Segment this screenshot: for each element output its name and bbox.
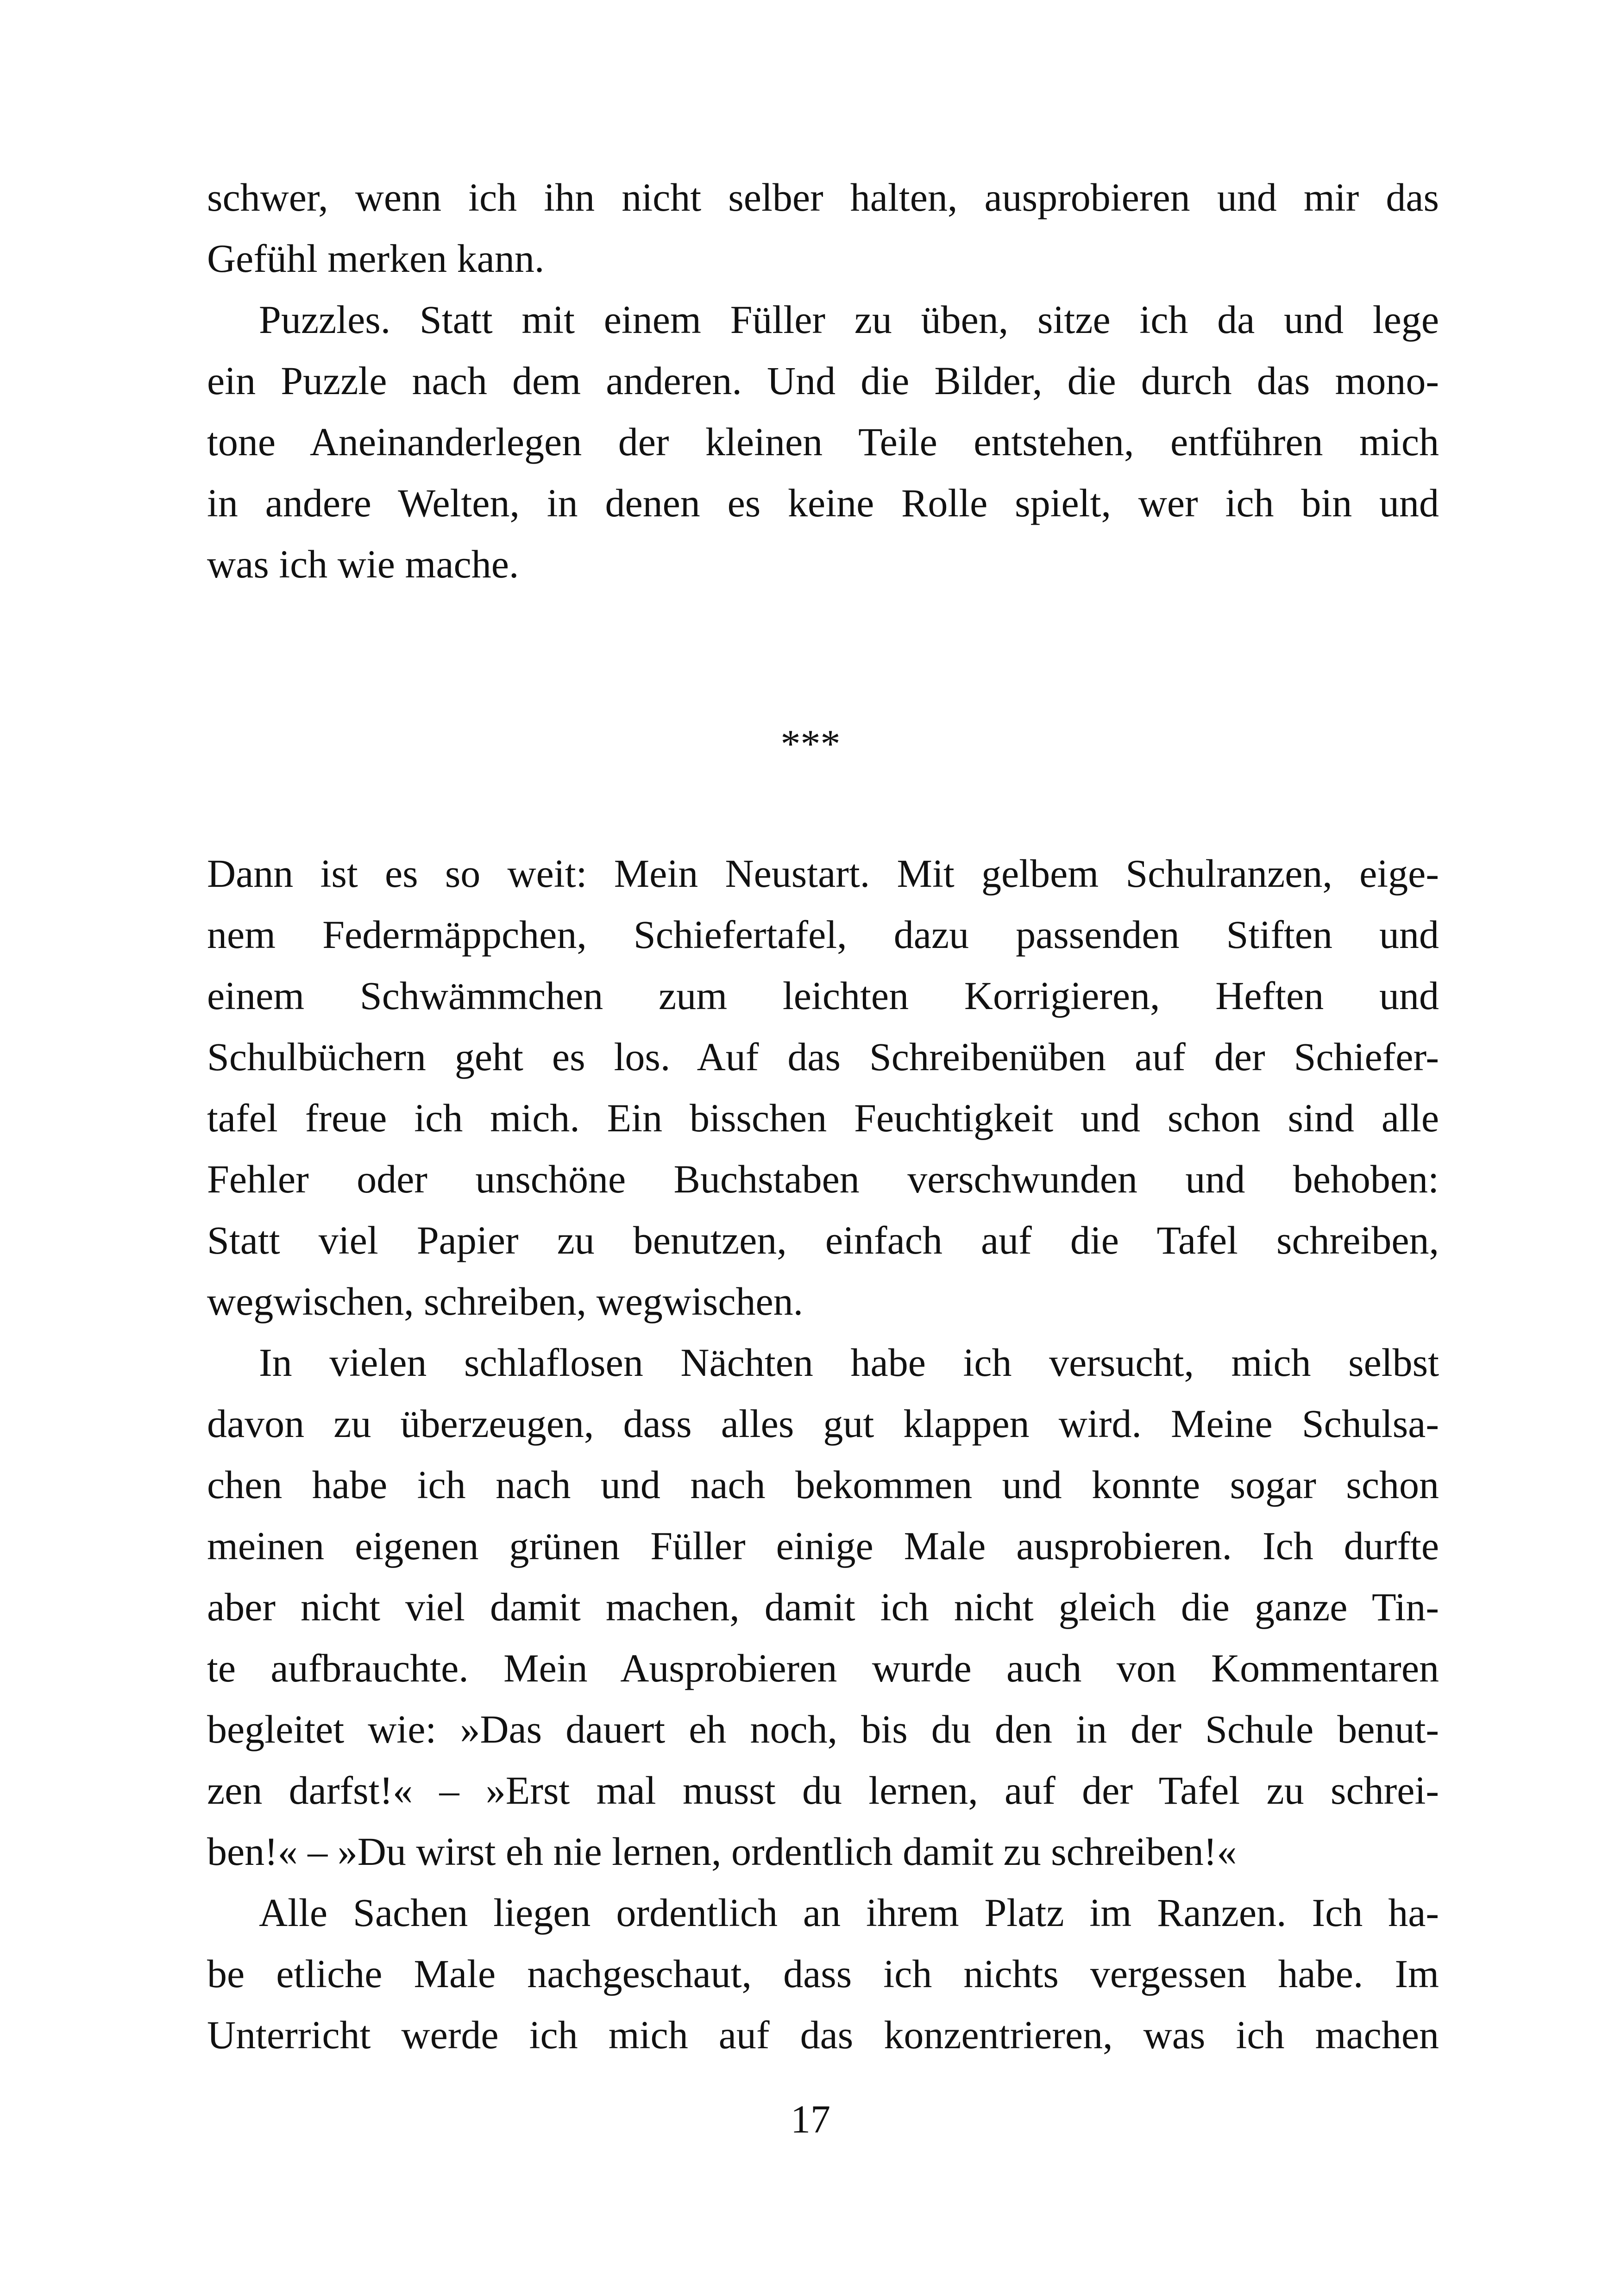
text-line: te aufbrauchte. Mein Ausprobieren wurde auch von Kommentaren (207, 1646, 1439, 1690)
text-line: zen darfst!« – »Erst mal musst du lernen, auf der Tafel zu schrei- (207, 1768, 1439, 1813)
section-separator: *** (780, 721, 841, 766)
text-line: was ich wie mache. (207, 542, 519, 586)
text-line: davon zu überzeugen, dass alles gut klappen wird. Meine Schulsa- (207, 1401, 1439, 1446)
text-line: Dann ist es so weit: Mein Neustart. Mit gelbem Schulranzen, eige- (207, 851, 1439, 896)
page-number: 17 (791, 2097, 830, 2141)
text-line: be etliche Male nachgeschaut, dass ich nichts vergessen habe. Im (207, 1951, 1439, 1996)
text-line: Unterricht werde ich mich auf das konzentrieren, was ich machen (207, 2013, 1439, 2057)
text-section-bottom (207, 843, 1439, 2065)
text-line: aber nicht viel damit machen, damit ich nicht gleich die ganze Tin- (207, 1585, 1439, 1629)
text-line: Statt viel Papier zu benutzen, einfach auf die Tafel schreiben, (207, 1218, 1439, 1262)
text-line: In vielen schlaflosen Nächten habe ich versucht, mich selbst (259, 1340, 1439, 1385)
text-line: meinen eigenen grünen Füller einige Male ausprobieren. Ich durfte (207, 1524, 1439, 1568)
text-line: Gefühl merken kann. (207, 236, 545, 281)
text-line: ben!« – »Du wirst eh nie lernen, ordentlich damit zu schreiben!« (207, 1829, 1237, 1874)
text-line: einem Schwämmchen zum leichten Korrigieren, Heften und (207, 973, 1439, 1018)
text-line: chen habe ich nach und nach bekommen und konnte sogar schon (207, 1462, 1439, 1507)
text-line: Schulbüchern geht es los. Auf das Schreibenüben auf der Schiefer- (207, 1035, 1439, 1079)
text-line: tone Aneinanderlegen der kleinen Teile entstehen, entführen mich (207, 420, 1439, 464)
text-line: Fehler oder unschöne Buchstaben verschwunden und behoben: (207, 1157, 1439, 1201)
text-section-top (207, 167, 1439, 595)
text-line: in andere Welten, in denen es keine Rolle spielt, wer ich bin und (207, 481, 1439, 525)
text-line: begleitet wie: »Das dauert eh noch, bis du den in der Schule benut- (207, 1707, 1439, 1751)
text-line: tafel freue ich mich. Ein bisschen Feuchtigkeit und schon sind alle (207, 1096, 1439, 1140)
text-line: nem Federmäppchen, Schiefertafel, dazu passenden Stiften und (207, 912, 1439, 957)
text-line: ein Puzzle nach dem anderen. Und die Bilder, die durch das mono- (207, 358, 1439, 403)
text-line: Alle Sachen liegen ordentlich an ihrem Platz im Ranzen. Ich ha- (259, 1890, 1439, 1935)
text-line: Puzzles. Statt mit einem Füller zu üben, sitze ich da und lege (259, 297, 1439, 342)
text-line: wegwischen, schreiben, wegwischen. (207, 1279, 804, 1324)
text-line: schwer, wenn ich ihn nicht selber halten, ausprobieren und mir das (207, 175, 1439, 220)
